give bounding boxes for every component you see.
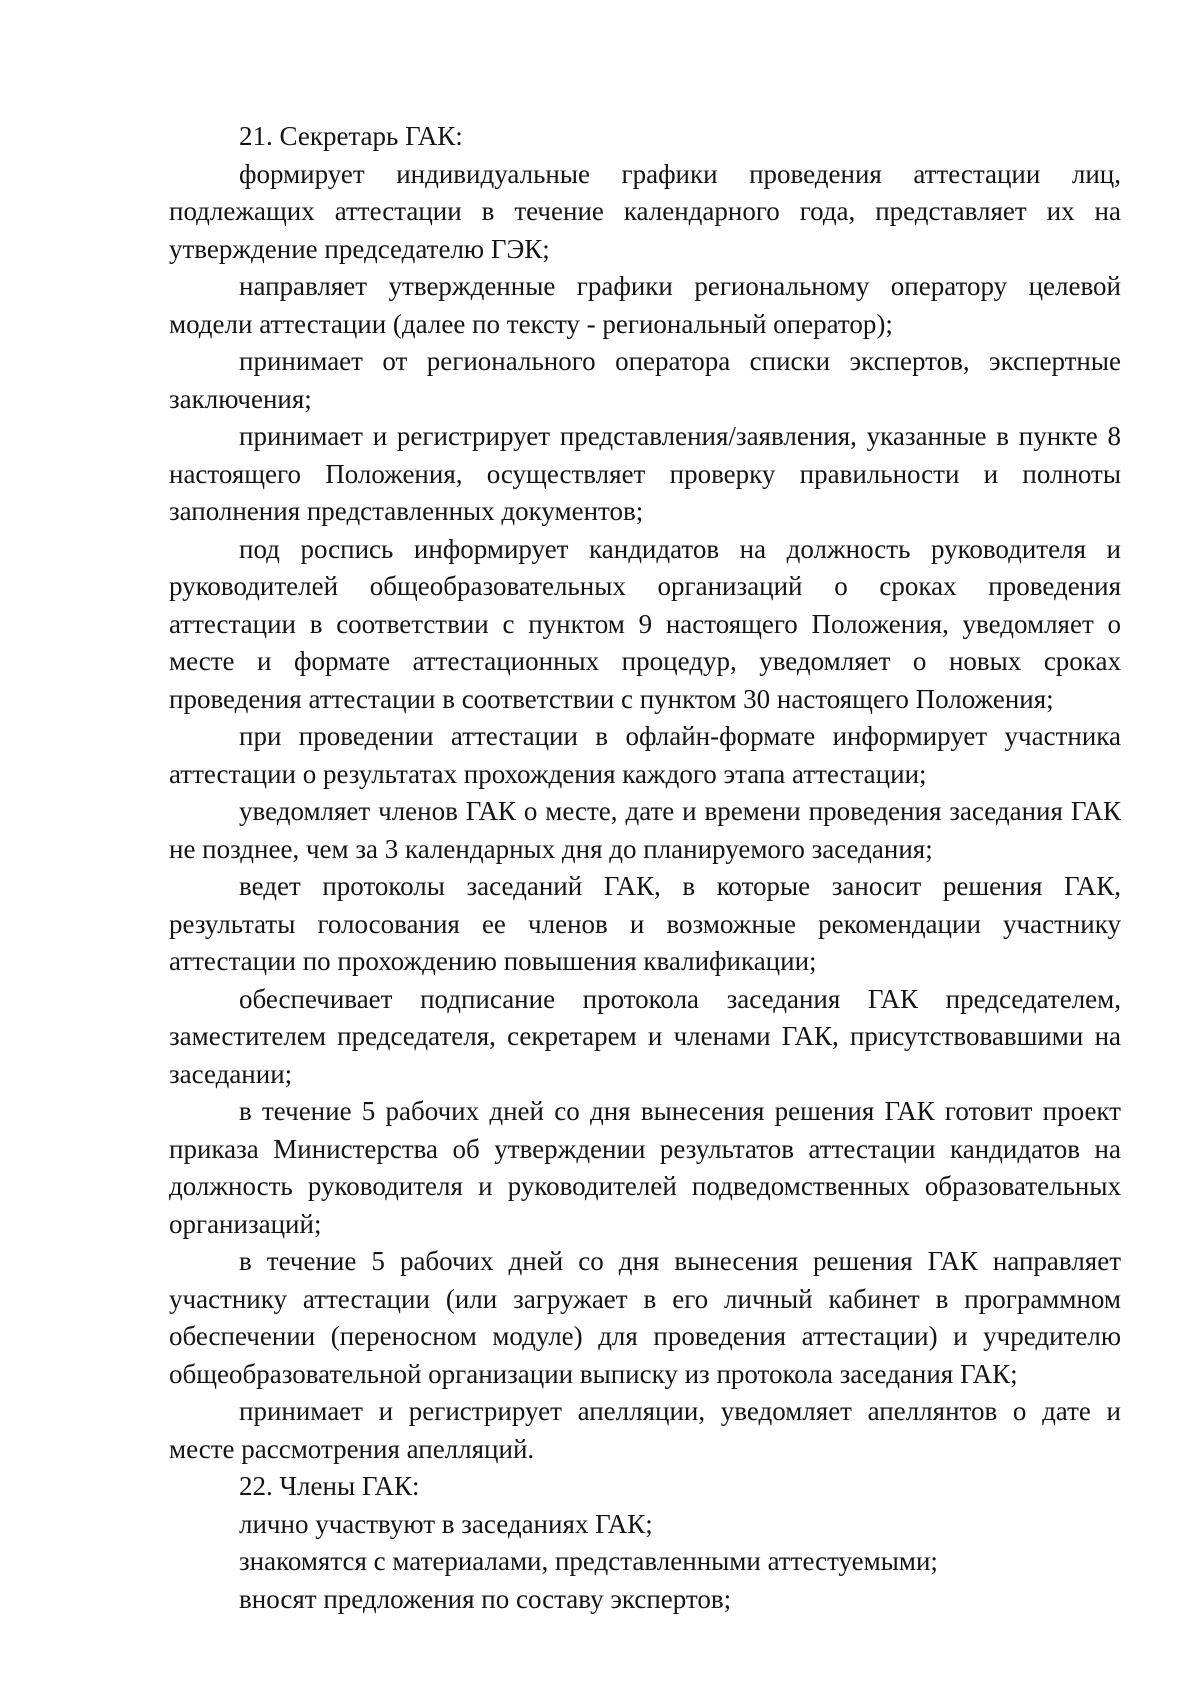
paragraph: направляет утвержденные графики региональному оператору целевой модели аттестации (далее по тексту - региональный оператор); — [169, 271, 1121, 339]
paragraph: формирует индивидуальные графики проведения аттестации лиц, подлежащих аттестации в течение календарного года, представляет их на утверждение председателю ГЭК; — [169, 158, 1121, 264]
paragraph: под роспись информирует кандидатов на должность руководителя и руководителей общеобразовательных организаций о сроках проведения аттестации в соответствии с пунктом 9 настоящего Положения, уведомляет о месте и формате аттестационных процедур, уведомляет о новых сроках проведения аттестации в соответствии с пунктом 30 настоящего Положения; — [169, 533, 1121, 714]
paragraph: вносят предложения по составу экспертов; — [239, 1583, 732, 1614]
paragraph: знакомятся с материалами, представленными аттестуемыми; — [239, 1546, 938, 1576]
section-heading-21: 21. Секретарь ГАК: — [239, 121, 463, 151]
section-heading-22: 22. Члены ГАК: — [239, 1471, 420, 1501]
paragraph: при проведении аттестации в офлайн-формате информирует участника аттестации о результатах прохождения каждого этапа аттестации; — [169, 721, 1121, 789]
paragraph: принимает и регистрирует апелляции, уведомляет апеллянтов о дате и месте рассмотрения апелляций. — [169, 1396, 1121, 1464]
paragraph: ведет протоколы заседаний ГАК, в которые заносит решения ГАК, результаты голосования ее членов и возможные рекомендации участнику аттестации по прохождению повышения квалификации; — [169, 871, 1121, 976]
paragraph: принимает от регионального оператора списки экспертов, экспертные заключения; — [169, 346, 1121, 414]
paragraph: лично участвуют в заседаниях ГАК; — [239, 1508, 653, 1539]
document-body — [169, 118, 1121, 1618]
paragraph: принимает и регистрирует представления/заявления, указанные в пункте 8 настоящего Положения, осуществляет проверку правильности и полноты заполнения представленных документов; — [169, 421, 1121, 526]
paragraph: уведомляет членов ГАК о месте, дате и времени проведения заседания ГАК не позднее, чем за 3 календарных дня до планируемого заседания; — [169, 796, 1121, 864]
paragraph: в течение 5 рабочих дней со дня вынесения решения ГАК направляет участнику аттестации (или загружает в его личный кабинет в программном обеспечении (переносном модуле) для проведения аттестации) и учредителю общеобразовательной организации выписку из протокола заседания ГАК; — [169, 1246, 1121, 1389]
paragraph: в течение 5 рабочих дней со дня вынесения решения ГАК готовит проект приказа Министерства об утверждении результатов аттестации кандидатов на должность руководителя и руководителей подведомственных образовательных организаций; — [169, 1096, 1121, 1239]
paragraph: обеспечивает подписание протокола заседания ГАК председателем, заместителем председателя, секретарем и членами ГАК, присутствовавшими на заседании; — [169, 983, 1121, 1089]
